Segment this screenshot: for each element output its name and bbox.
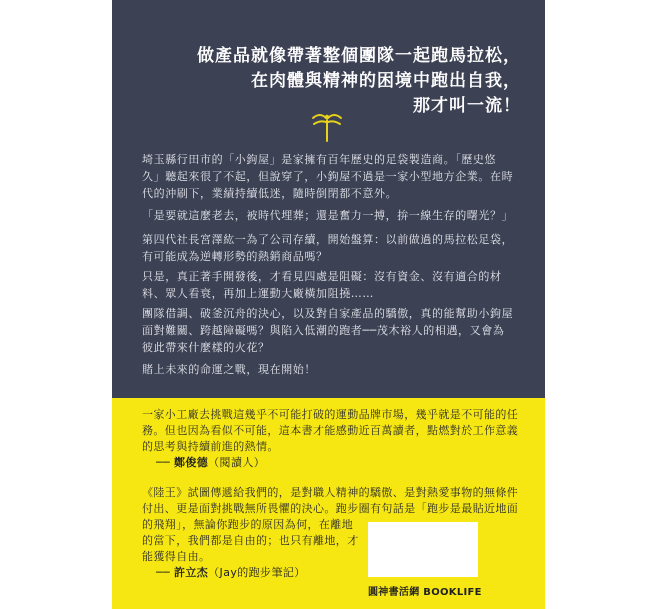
dash: ──: [156, 456, 171, 469]
text-line: 能獲得自由。: [142, 550, 211, 563]
synopsis-paragraph-1: [142, 151, 524, 202]
text-line: 有可能成為逆轉形勢的熱銷商品嗎？: [142, 250, 328, 263]
headline-line-3: 那才叫一流！: [413, 96, 521, 116]
synopsis-paragraph-4: [142, 268, 524, 302]
dragonfly-icon: [310, 108, 344, 144]
author-name: 許立杰: [173, 566, 209, 579]
text-line: 團隊借調、破釜沉舟的決心，以及對自家產品的驕傲，真的能幫助小鉤屋: [142, 307, 514, 320]
author-name: 鄭俊德: [173, 456, 209, 469]
text-line: 的當下，我們都是自由的；也只有離地，才: [142, 534, 359, 547]
text-line: 料、眾人看衰，再加上運動大廠橫加阻撓……: [142, 287, 374, 300]
text-line: 面對難關、跨越障礙嗎？與陷入低潮的跑者──茂木裕人的相遇，又會為: [142, 324, 505, 337]
text-line: 一家小工廠去挑戰這幾乎不可能打破的運動品牌市場，幾乎就是不可能的任: [142, 408, 519, 421]
synopsis-panel: [112, 0, 545, 398]
text-line: 的思考與持續前進的熱情。: [142, 440, 279, 453]
endorsement-panel: [112, 398, 545, 609]
text-line: 賭上未來的命運之戰，現在開始！: [142, 363, 316, 376]
publisher-logo: 圓神書活網 BOOKLIFE: [368, 587, 482, 598]
text-line: 《陸王》試圖傳遞給我們的，是對職人精神的驕傲、是對熱愛事物的無條件: [142, 486, 519, 499]
text-line: 只是，真正著手開發後，才看見四處是阻礙：沒有資金、沒有適合的材: [142, 270, 502, 283]
text-line: 付出、更是面對挑戰無所畏懼的決心。跑步圈有句話是「跑步是最貼近地面: [142, 502, 519, 515]
synopsis-paragraph-3: [142, 231, 524, 265]
text-line: 第四代社長宮澤紘一為了公司存續，開始盤算：以前做過的馬拉松足袋，: [142, 233, 514, 246]
barcode-area: [368, 522, 478, 577]
text-line: 「是要就這麼老去，被時代埋葬；還是奮力一搏，拚一線生存的曙光？」: [142, 209, 514, 222]
text-line: 的飛翔」，無論你跑步的原因為何，在離地: [142, 518, 354, 531]
headline-line-1: 做產品就像帶著整個團隊一起跑馬拉松，: [197, 46, 521, 66]
text-line: 彼此帶來什麼樣的火花？: [142, 341, 270, 354]
text-line: 久」聽起來很了不起，但說穿了，小鉤屋不過是一家小型地方企業。在時: [142, 170, 514, 183]
author-affiliation: （閱讀人）: [208, 456, 266, 469]
headline-line-2: 在肉體與精神的困境中跑出自我，: [251, 71, 521, 91]
synopsis-paragraph-5: [142, 305, 524, 356]
dash: ──: [156, 566, 171, 579]
text-line: 埼玉縣行田市的「小鉤屋」是家擁有百年歷史的足袋製造商。「歷史悠: [142, 153, 497, 166]
synopsis-paragraph-6: [142, 361, 524, 378]
endorsement-author-1: [142, 455, 522, 471]
synopsis-paragraph-2: [142, 207, 524, 224]
endorsement-quote-1: [142, 407, 522, 471]
text-line: 務。但也因為看似不可能，這本書才能感動近百萬讀者，點燃對於工作意義: [142, 424, 519, 437]
text-line: 代的沖刷下，業績持續低迷，隨時倒閉都不意外。: [142, 187, 398, 200]
book-back-cover: [112, 0, 545, 609]
author-affiliation: （Jay的跑步筆記）: [208, 566, 306, 579]
